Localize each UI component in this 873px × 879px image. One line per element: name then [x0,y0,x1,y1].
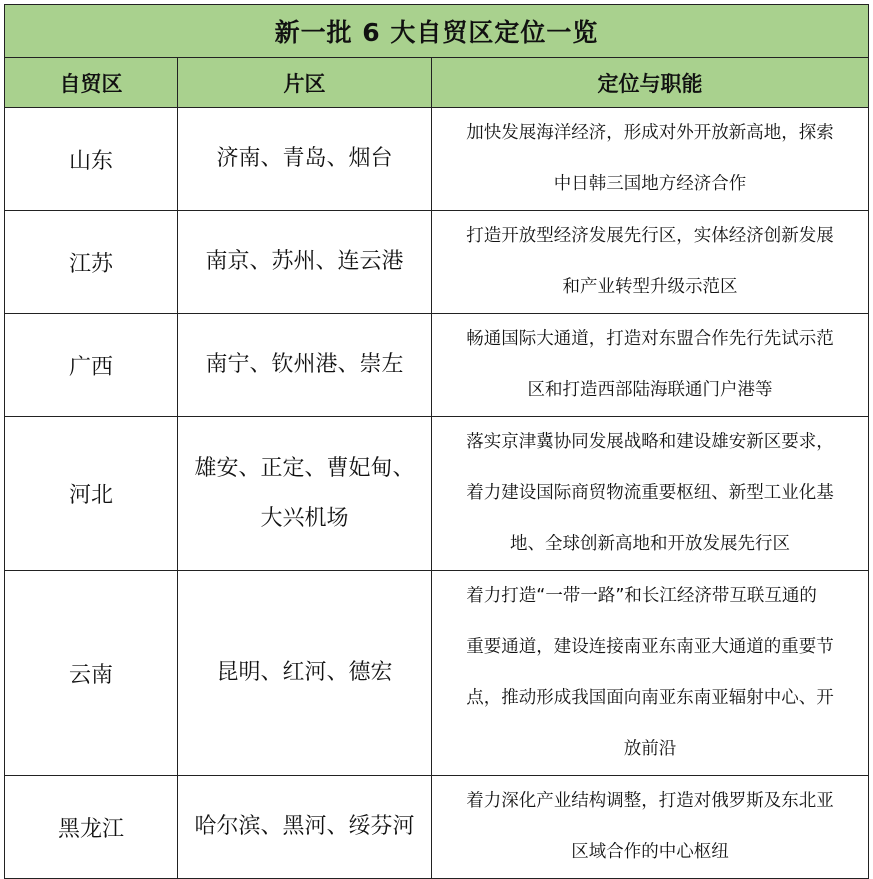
region-cell: 广西 [5,314,178,417]
region-cell: 云南 [5,571,178,776]
positioning-line: 中日韩三国地方经济合作 [553,174,747,194]
zones-cell: 南京、苏州、连云港 [178,211,432,314]
positioning-line: 落实京津冀协同发展战略和建设雄安新区要求， [466,432,834,452]
positioning-cell [432,314,869,417]
region-cell: 河北 [5,417,178,571]
table-row [5,417,869,571]
table-title: 新一批 6 大自贸区定位一览 [5,5,869,58]
positioning-line: 区和打造西部陆海联通门户港等 [527,380,773,400]
header-positioning: 定位与职能 [432,58,869,108]
positioning-line: 加快发展海洋经济，形成对外开放新高地，探索 [466,123,834,143]
zones-cell: 济南、青岛、烟台 [178,108,432,211]
positioning-cell [432,108,869,211]
header-row [5,58,869,108]
positioning-line: 区域合作的中心枢纽 [571,842,729,862]
positioning-line: 点，推动形成我国面向南亚东南亚辐射中心、开 [466,688,834,708]
title-row [5,5,869,58]
table-row [5,108,869,211]
positioning-cell [432,571,869,776]
zones-cell: 南宁、钦州港、崇左 [178,314,432,417]
positioning-line: 着力深化产业结构调整，打造对俄罗斯及东北亚 [466,791,834,811]
table-row [5,211,869,314]
zones-cell: 哈尔滨、黑河、绥芬河 [178,776,432,879]
region-cell: 黑龙江 [5,776,178,879]
positioning-line: 放前沿 [623,739,677,759]
header-zones: 片区 [178,58,432,108]
positioning-cell [432,211,869,314]
positioning-line: 着力建设国际商贸物流重要枢纽、新型工业化基 [466,483,834,503]
zones-cell [178,417,432,571]
positioning-line: 打造开放型经济发展先行区，实体经济创新发展 [466,226,834,246]
table-row [5,314,869,417]
positioning-line: 重要通道，建设连接南亚东南亚大通道的重要节 [466,637,834,657]
positioning-line: 畅通国际大通道，打造对东盟合作先行先试示范 [466,329,834,349]
positioning-cell [432,776,869,879]
positioning-cell [432,417,869,571]
zones-line: 雄安、正定、曹妃甸、 [194,455,415,481]
positioning-line: 着力打造“一带一路”和长江经济带互联互通的 [466,586,817,606]
zones-cell: 昆明、红河、德宏 [178,571,432,776]
header-region: 自贸区 [5,58,178,108]
free-trade-zone-table [4,4,869,879]
region-cell: 山东 [5,108,178,211]
table-row [5,776,869,879]
zones-line: 大兴机场 [260,505,349,531]
region-cell: 江苏 [5,211,178,314]
positioning-line: 和产业转型升级示范区 [562,277,738,297]
positioning-line: 地、全球创新高地和开放发展先行区 [510,534,790,554]
table-row [5,571,869,776]
